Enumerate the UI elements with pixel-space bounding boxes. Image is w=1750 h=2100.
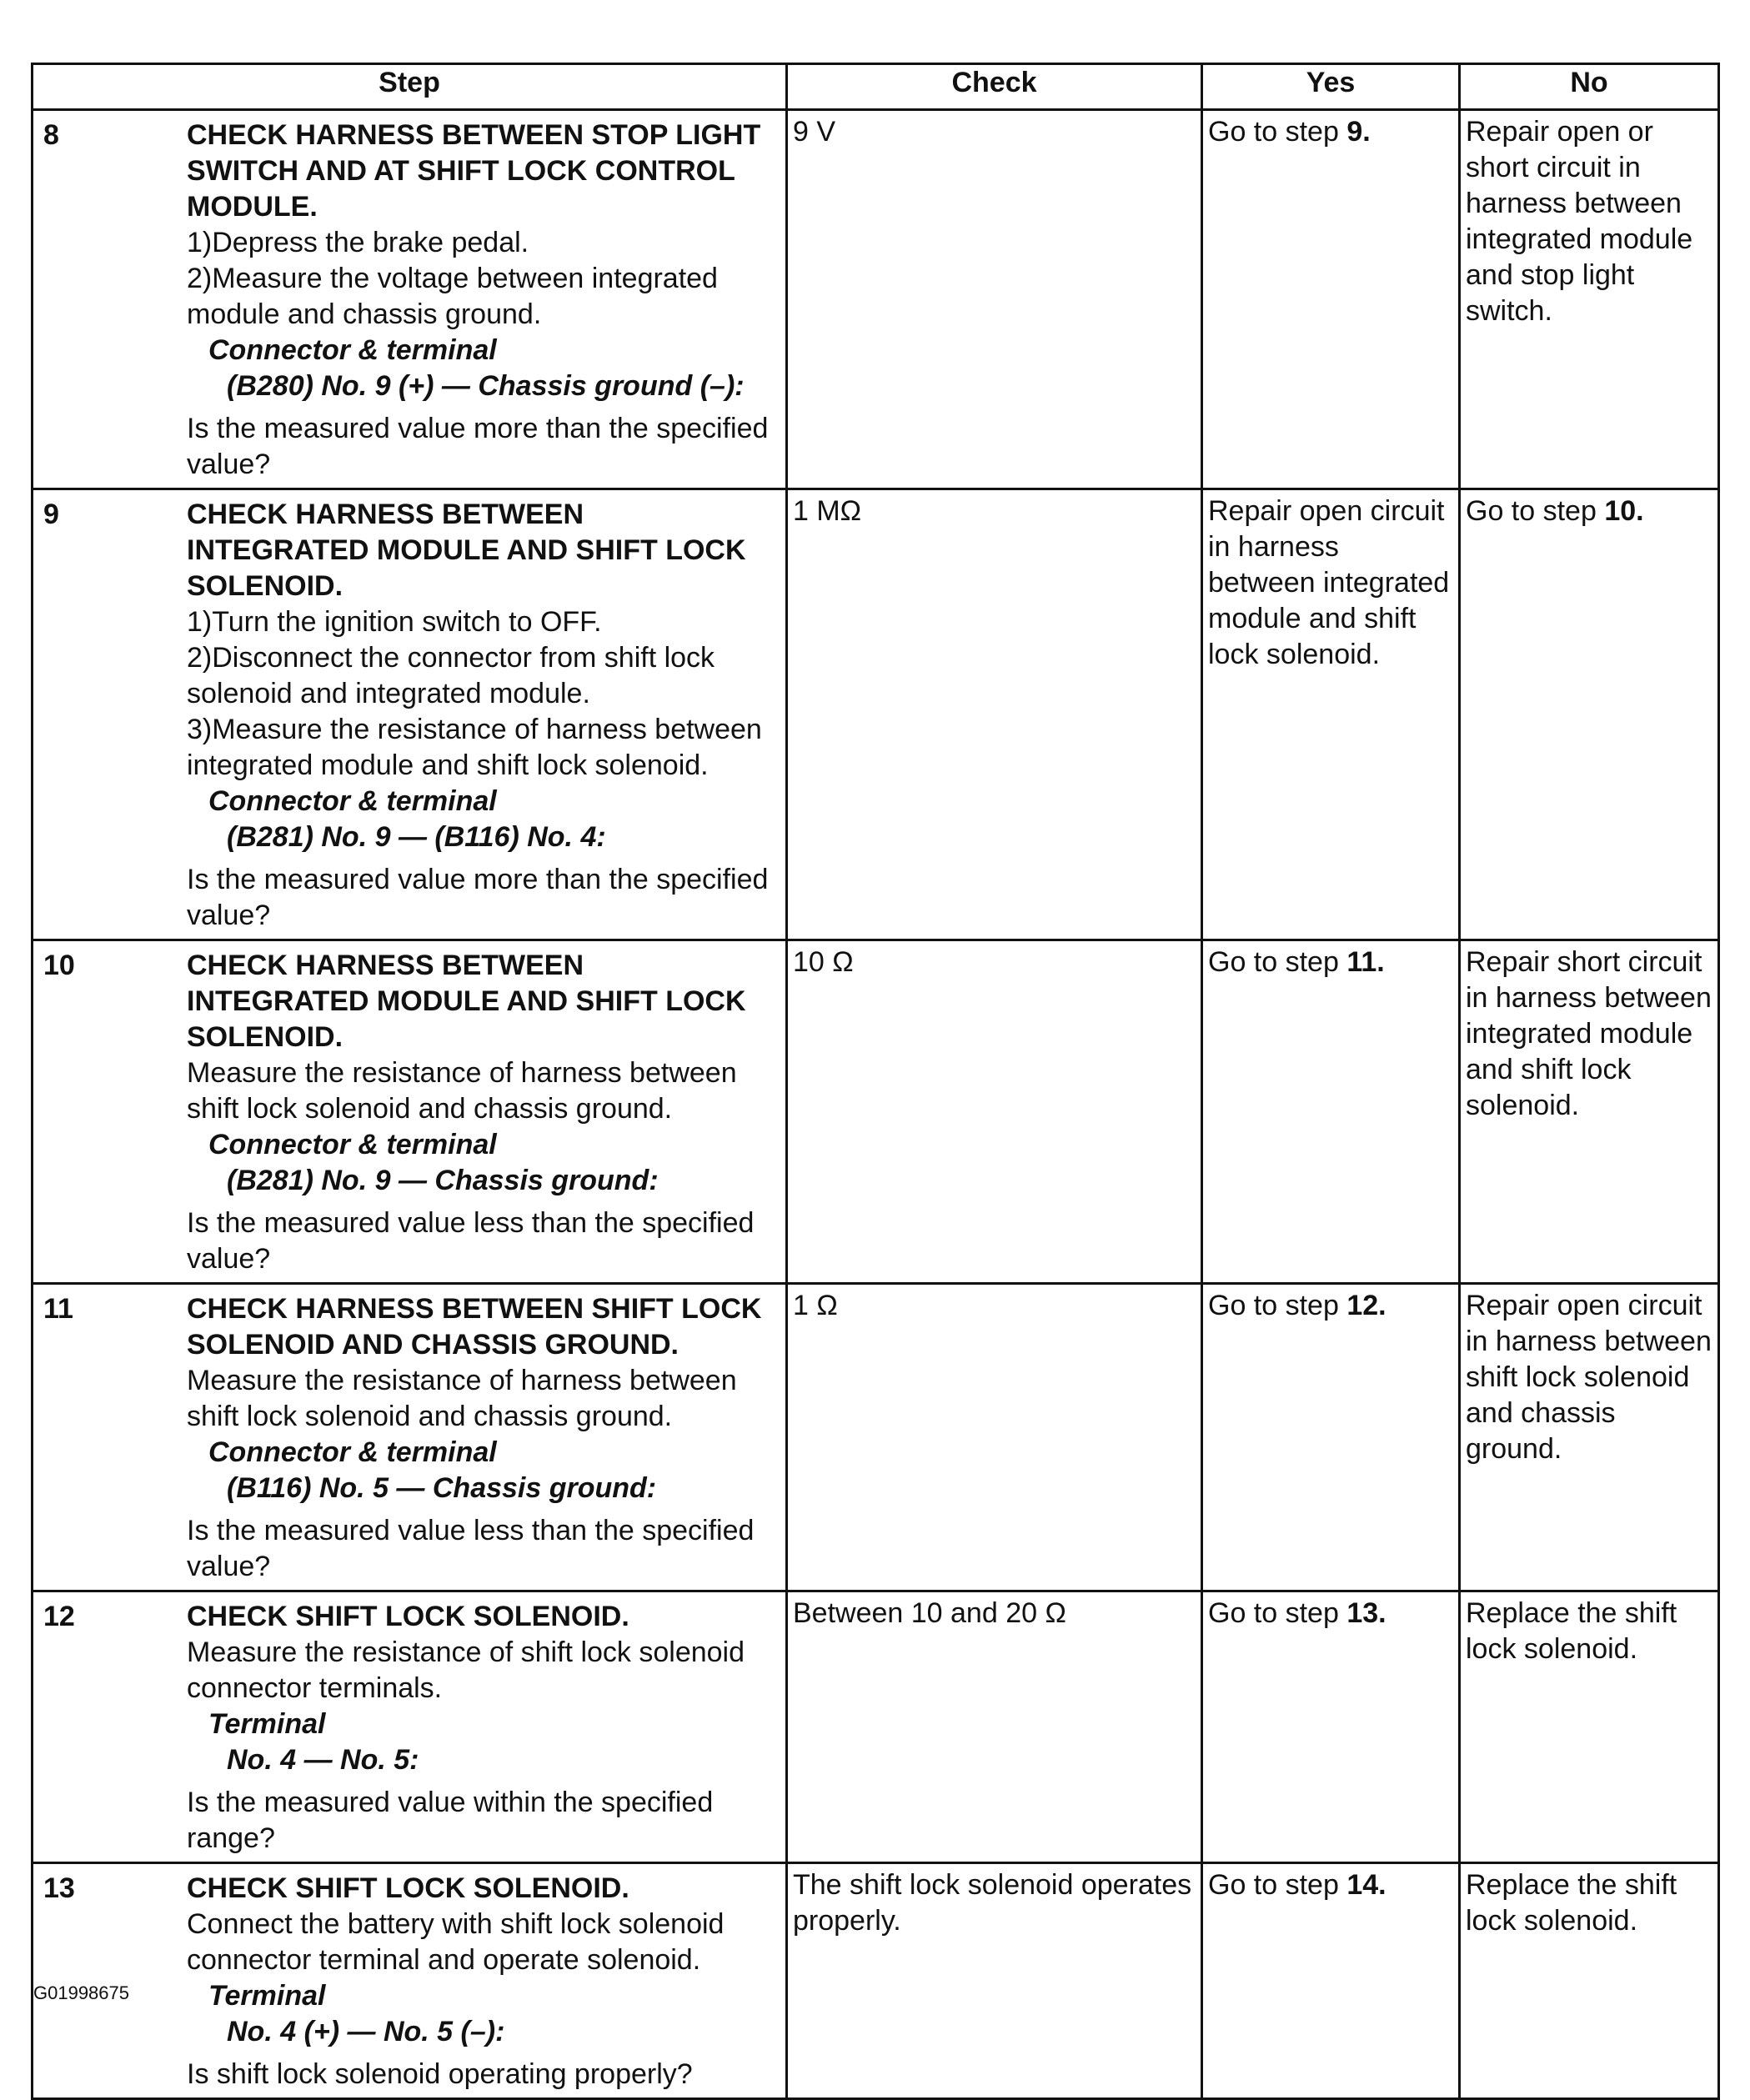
header-no: No: [1460, 64, 1719, 110]
check-cell: 9 V: [787, 110, 1202, 489]
step-cell: [33, 1591, 787, 1863]
no-cell: [1460, 940, 1719, 1284]
yes-cell: [1202, 489, 1460, 940]
no-cell: [1460, 1591, 1719, 1863]
step-number: 10: [43, 950, 75, 981]
step-number: 11: [43, 1293, 73, 1325]
instruction: 3)Measure the resistance of harness between integrated module and shift lock solenoid.: [187, 714, 762, 781]
step-title: CHECK SHIFT LOCK SOLENOID.: [187, 1601, 629, 1632]
yes-prefix: Go to step: [1208, 1597, 1347, 1629]
yes-cell: [1202, 1591, 1460, 1863]
table-header-row: [33, 64, 1719, 110]
check-cell: 1 Ω: [787, 1284, 1202, 1591]
check-cell: Between 10 and 20 Ω: [787, 1591, 1202, 1863]
step-cell: [33, 1863, 787, 2099]
step-title: CHECK HARNESS BETWEEN INTEGRATED MODULE AND SHIFT LOCK SOLENOID.: [187, 499, 746, 602]
yes-prefix: Go to step: [1208, 1869, 1347, 1901]
yes-step-number: 12.: [1346, 1290, 1386, 1321]
instruction: Measure the resistance of shift lock solenoid connector terminals.: [187, 1636, 745, 1704]
connector-label: Connector & terminal: [208, 334, 497, 366]
yes-step-number: 11.: [1346, 946, 1385, 978]
instruction: 2)Measure the voltage between integrated module and chassis ground.: [187, 263, 718, 330]
connector-label: Connector & terminal: [208, 1129, 497, 1160]
no-cell: [1460, 489, 1719, 940]
step-cell: [33, 489, 787, 940]
yes-step-number: 14.: [1346, 1869, 1386, 1901]
table-row: [33, 110, 1719, 489]
table-row: [33, 489, 1719, 940]
step-question: Is the measured value more than the specified value?: [187, 413, 769, 480]
step-title: CHECK SHIFT LOCK SOLENOID.: [187, 1872, 629, 1904]
instruction: 1)Turn the ignition switch to OFF.: [187, 606, 602, 638]
step-question: Is the measured value within the specified range?: [187, 1787, 714, 1854]
instruction: 1)Depress the brake pedal.: [187, 227, 529, 258]
no-text: Repair open circuit in harness between shift lock solenoid and chassis ground.: [1466, 1290, 1712, 1465]
document-id: G01998675: [33, 1982, 129, 2003]
terminal-value: No. 4 (+) — No. 5 (–):: [227, 2016, 505, 2047]
table-row: [33, 1284, 1719, 1591]
header-step: Step: [33, 64, 787, 110]
connector-terminal: (B281) No. 9 — (B116) No. 4:: [227, 821, 606, 853]
connector-label: Connector & terminal: [208, 1436, 497, 1468]
connector-terminal: (B280) No. 9 (+) — Chassis ground (–):: [227, 370, 745, 402]
step-cell: [33, 110, 787, 489]
step-cell: [33, 1284, 787, 1591]
step-question: Is shift lock solenoid operating properly?: [187, 2058, 693, 2090]
connector-label: Connector & terminal: [208, 785, 497, 817]
terminal-label: Terminal: [208, 1708, 326, 1740]
instruction: Connect the battery with shift lock solenoid connector terminal and operate solenoid.: [187, 1908, 725, 1976]
step-number: 12: [43, 1601, 75, 1632]
no-text: Repair short circuit in harness between integrated module and shift lock solenoid.: [1466, 946, 1712, 1121]
no-cell: [1460, 110, 1719, 489]
step-title: CHECK HARNESS BETWEEN STOP LIGHT SWITCH AND AT SHIFT LOCK CONTROL MODULE.: [187, 119, 761, 223]
no-text: Repair open or short circuit in harness between integrated module and stop light switch.: [1466, 116, 1693, 327]
yes-step-number: 9.: [1346, 116, 1371, 148]
terminal-label: Terminal: [208, 1980, 326, 2012]
yes-cell: [1202, 1284, 1460, 1591]
no-text: Replace the shift lock solenoid.: [1466, 1869, 1677, 1937]
no-cell: [1460, 1863, 1719, 2099]
connector-terminal: (B116) No. 5 — Chassis ground:: [227, 1472, 657, 1504]
step-title: CHECK HARNESS BETWEEN SHIFT LOCK SOLENOID AND CHASSIS GROUND.: [187, 1293, 762, 1361]
instruction: Measure the resistance of harness between shift lock solenoid and chassis ground.: [187, 1365, 737, 1432]
no-prefix: Go to step: [1466, 495, 1605, 527]
step-question: Is the measured value more than the specified value?: [187, 864, 769, 931]
step-title: CHECK HARNESS BETWEEN INTEGRATED MODULE AND SHIFT LOCK SOLENOID.: [187, 950, 746, 1053]
table-row: [33, 940, 1719, 1284]
yes-text: Repair open circuit in harness between integrated module and shift lock solenoid.: [1208, 495, 1450, 670]
yes-cell: [1202, 110, 1460, 489]
no-cell: [1460, 1284, 1719, 1591]
yes-cell: [1202, 1863, 1460, 2099]
terminal-value: No. 4 — No. 5:: [227, 1744, 419, 1776]
connector-terminal: (B281) No. 9 — Chassis ground:: [227, 1165, 659, 1196]
yes-prefix: Go to step: [1208, 1290, 1347, 1321]
step-number: 9: [43, 499, 59, 530]
instruction: 2)Disconnect the connector from shift lock solenoid and integrated module.: [187, 642, 715, 709]
table-row: [33, 1863, 1719, 2099]
header-yes: Yes: [1202, 64, 1460, 110]
step-cell: [33, 940, 787, 1284]
instruction: Measure the resistance of harness between shift lock solenoid and chassis ground.: [187, 1057, 737, 1125]
no-step-number: 10.: [1604, 495, 1644, 527]
no-text: Replace the shift lock solenoid.: [1466, 1597, 1677, 1665]
table-row: [33, 1591, 1719, 1863]
diagnostic-table: [31, 63, 1720, 2100]
check-cell: The shift lock solenoid operates properly.: [787, 1863, 1202, 2099]
step-number: 13: [43, 1872, 75, 1904]
yes-step-number: 13.: [1346, 1597, 1386, 1629]
step-question: Is the measured value less than the specified value?: [187, 1207, 755, 1275]
step-number: 8: [43, 119, 59, 151]
step-question: Is the measured value less than the specified value?: [187, 1515, 755, 1582]
check-cell: 10 Ω: [787, 940, 1202, 1284]
yes-prefix: Go to step: [1208, 946, 1347, 978]
check-cell: 1 MΩ: [787, 489, 1202, 940]
header-check: Check: [787, 64, 1202, 110]
yes-prefix: Go to step: [1208, 116, 1347, 148]
yes-cell: [1202, 940, 1460, 1284]
